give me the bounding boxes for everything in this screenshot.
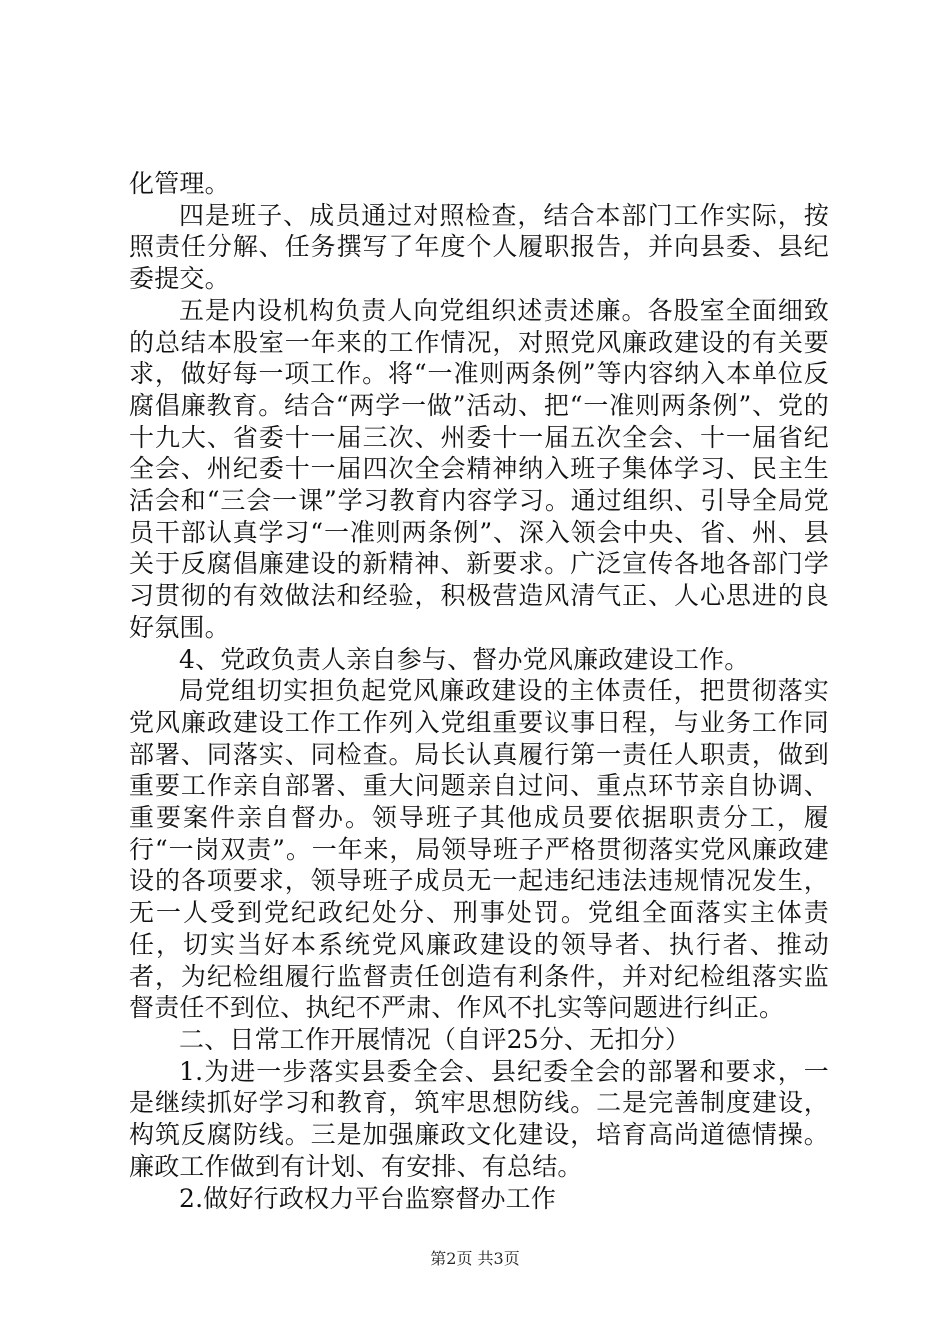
- paragraph-section-two-heading: 二、日常工作开展情况（自评25分、无扣分）: [179, 1024, 691, 1054]
- paragraph-item-1: 1.为进一步落实县委全会、县纪委全会的部署和要求，一是继续抓好学习和教育，筑牢思想防线。二是完善制度建设，构筑反腐防线。三是加强廉政文化建设，培育高尚道德情操。廉政工作做到有计划、有安排、有总结。: [129, 1056, 829, 1181]
- page-number: 第2页 共3页: [430, 1249, 520, 1268]
- paragraph-party-responsibility: 局党组切实担负起党风廉政建设的主体责任，把贯彻落实党风廉政建设工作工作列入党组重要议事日程，与业务工作同部署、同落实、同检查。局长认真履行第一责任人职责，做到重要工作亲自部署、重大问题亲自过问、重点环节亲自协调、重要案件亲自督办。领导班子其他成员要依据职责分工，履行“一岗双责”。一年来，局领导班子严格贯彻落实党风廉政建设的各项要求，领导班子成员无一起违纪违法违规情况发生，无一人受到党纪政纪处分、刑事处罚。党组全面落实主体责任，切实当好本系统党风廉政建设的领导者、执行者、推动者，为纪检组履行监督责任创造有利条件，并对纪检组落实监督责任不到位、执纪不严肃、作风不扎实等问题进行纠正。: [129, 676, 829, 1023]
- page-footer: [0, 1246, 950, 1269]
- paragraph-item-five: 五是内设机构负责人向党组织述责述廉。各股室全面细致的总结本股室一年来的工作情况，对照党风廉政建设的有关要求，做好每一项工作。将“一准则两条例”等内容纳入本单位反腐倡廉教育。结合“两学一做”活动、把“一准则两条例”、党的十九大、省委十一届三次、州委十一届五次全会、十一届省纪全会、州纪委十一届四次全会精神纳入班子集体学习、民主生活会和“三会一课”学习教育内容学习。通过组织、引导全局党员干部认真学习“一准则两条例”、深入领会中央、省、州、县关于反腐倡廉建设的新精神、新要求。广泛宣传各地各部门学习贯彻的有效做法和经验，积极营造风清气正、人心思进的良好氛围。: [129, 295, 829, 642]
- paragraph-continuation: 化管理。: [129, 169, 230, 198]
- document-body: [129, 168, 829, 1214]
- paragraph-heading-4: 4、党政负责人亲自参与、督办党风廉政建设工作。: [179, 644, 750, 674]
- paragraph-item-2: 2.做好行政权力平台监察督办工作: [179, 1183, 557, 1213]
- paragraph-item-four: 四是班子、成员通过对照检查，结合本部门工作实际，按照责任分解、任务撰写了年度个人履职报告，并向县委、县纪委提交。: [129, 200, 829, 294]
